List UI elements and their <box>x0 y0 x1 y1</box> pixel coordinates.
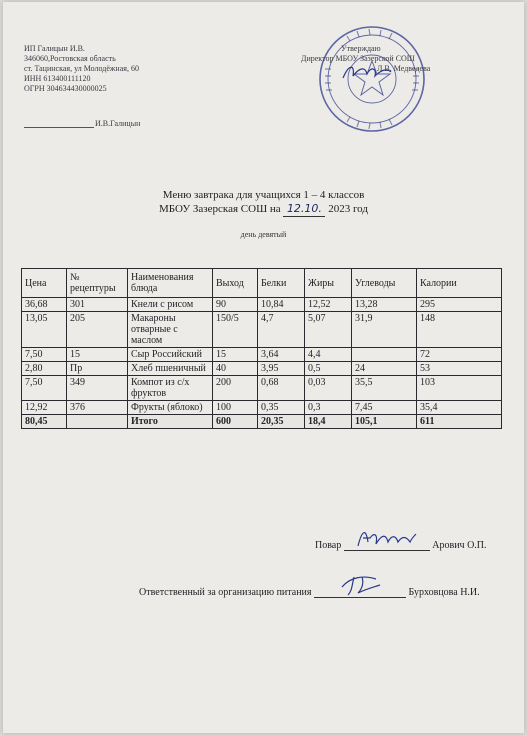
cell-recipe: 205 <box>67 312 128 348</box>
cell-price: 12,92 <box>22 401 67 415</box>
total-row <box>22 415 502 429</box>
supplier-ogrn: ОГРН 304634430000025 <box>24 84 107 93</box>
cell-recipe: 301 <box>67 298 128 312</box>
cell-price: 7,50 <box>22 348 67 362</box>
cell-portion: 15 <box>213 348 258 362</box>
total-carbs: 105,1 <box>352 415 417 429</box>
cell-calories: 148 <box>417 312 502 348</box>
col-dish: Наименования блюда <box>128 269 213 298</box>
cell-fat: 0,3 <box>305 401 352 415</box>
supplier-signer: И.В.Галицын <box>95 119 141 128</box>
menu-day: день девятый <box>240 230 287 239</box>
cell-carbs: 7,45 <box>352 401 417 415</box>
cell-portion: 150/5 <box>213 312 258 348</box>
cell-portion: 90 <box>213 298 258 312</box>
cell-calories: 103 <box>417 376 502 401</box>
cell-dish: Макароны отварные с маслом <box>128 312 213 348</box>
cell-fat: 0,5 <box>305 362 352 376</box>
cell-dish: Кнели с рисом <box>128 298 213 312</box>
cell-portion: 100 <box>213 401 258 415</box>
cell-fat: 5,07 <box>305 312 352 348</box>
document-title <box>3 188 524 217</box>
cook-name: Арович О.П. <box>432 540 487 551</box>
cell-protein: 0,68 <box>258 376 305 401</box>
cell-recipe: Пр <box>67 362 128 376</box>
col-price: Цена <box>22 269 67 298</box>
table-row <box>22 298 502 312</box>
menu-date: 12.10. <box>283 202 325 217</box>
cell-dish: Хлеб пшеничный <box>128 362 213 376</box>
total-fat: 18,4 <box>305 415 352 429</box>
responsible-signature <box>139 583 480 598</box>
col-protein: Белки <box>258 269 305 298</box>
table-row <box>22 376 502 401</box>
supplier-details <box>24 44 139 94</box>
total-price: 80,45 <box>22 415 67 429</box>
cell-calories: 35,4 <box>417 401 502 415</box>
total-label: Итого <box>128 415 213 429</box>
cell-portion: 40 <box>213 362 258 376</box>
col-calories: Калории <box>417 269 502 298</box>
cook-handwritten-signature <box>356 524 418 550</box>
cell-dish: Сыр Российский <box>128 348 213 362</box>
cell-price: 2,80 <box>22 362 67 376</box>
col-portion: Выход <box>213 269 258 298</box>
total-portion: 600 <box>213 415 258 429</box>
cell-protein: 0,35 <box>258 401 305 415</box>
cell-carbs <box>352 348 417 362</box>
table-row <box>22 312 502 348</box>
menu-table <box>21 268 502 429</box>
cell-price: 13,05 <box>22 312 67 348</box>
approval-name: Л.В. Медведева <box>377 64 431 73</box>
cell-protein: 3,64 <box>258 348 305 362</box>
cell-dish: Фрукты (яблоко) <box>128 401 213 415</box>
cell-carbs: 24 <box>352 362 417 376</box>
director-signature <box>341 62 393 84</box>
total-protein: 20,35 <box>258 415 305 429</box>
supplier-inn: ИНН 613400111120 <box>24 74 91 83</box>
cell-protein: 10,84 <box>258 298 305 312</box>
approval-position: Директор МБОУ Зазерской СОШ <box>301 54 415 63</box>
cell-carbs: 35,5 <box>352 376 417 401</box>
cell-price: 36,68 <box>22 298 67 312</box>
cell-calories: 295 <box>417 298 502 312</box>
signature-line <box>24 127 94 128</box>
total-calories: 611 <box>417 415 502 429</box>
approval-word: Утверждаю <box>341 44 381 53</box>
menu-document <box>3 2 524 733</box>
cell-fat: 4,4 <box>305 348 352 362</box>
cell-calories: 72 <box>417 348 502 362</box>
cell-recipe: 15 <box>67 348 128 362</box>
cell-carbs: 13,28 <box>352 298 417 312</box>
cell-calories: 53 <box>417 362 502 376</box>
cell-dish: Компот из с/х фруктов <box>128 376 213 401</box>
col-recipe: № рецептуры <box>67 269 128 298</box>
supplier-region: 346060,Ростовская область <box>24 54 116 63</box>
cell-protein: 4,7 <box>258 312 305 348</box>
title-suffix: 2023 год <box>328 203 368 215</box>
responsible-label: Ответственный за организацию питания <box>139 587 312 598</box>
cell-price: 7,50 <box>22 376 67 401</box>
title-prefix: МБОУ Зазерская СОШ на <box>159 203 281 215</box>
cell-carbs: 31,9 <box>352 312 417 348</box>
table-row <box>22 348 502 362</box>
cell-fat: 12,52 <box>305 298 352 312</box>
cook-label: Повар <box>315 540 342 551</box>
table-header-row <box>22 269 502 298</box>
table-row <box>22 401 502 415</box>
cell-fat: 0,03 <box>305 376 352 401</box>
supplier-name: ИП Галицын И.В. <box>24 44 85 53</box>
cook-signature-line <box>344 536 430 551</box>
title-line-1: Меню завтрака для учащихся 1 – 4 классов <box>162 189 365 201</box>
responsible-handwritten-signature <box>338 571 384 597</box>
title-line-2 <box>3 202 524 217</box>
col-carbs: Углеводы <box>352 269 417 298</box>
responsible-name: Бурховцова Н.И. <box>408 587 480 598</box>
cell-protein: 3,95 <box>258 362 305 376</box>
table-row <box>22 362 502 376</box>
col-fat: Жиры <box>305 269 352 298</box>
responsible-signature-line <box>314 583 406 598</box>
supplier-address: ст. Тацинская, ул Молодёжная, 60 <box>24 64 139 73</box>
cell-portion: 200 <box>213 376 258 401</box>
cook-signature <box>315 536 487 551</box>
supplier-signature <box>24 119 140 128</box>
cell-recipe: 376 <box>67 401 128 415</box>
total-recipe <box>67 415 128 429</box>
cell-recipe: 349 <box>67 376 128 401</box>
